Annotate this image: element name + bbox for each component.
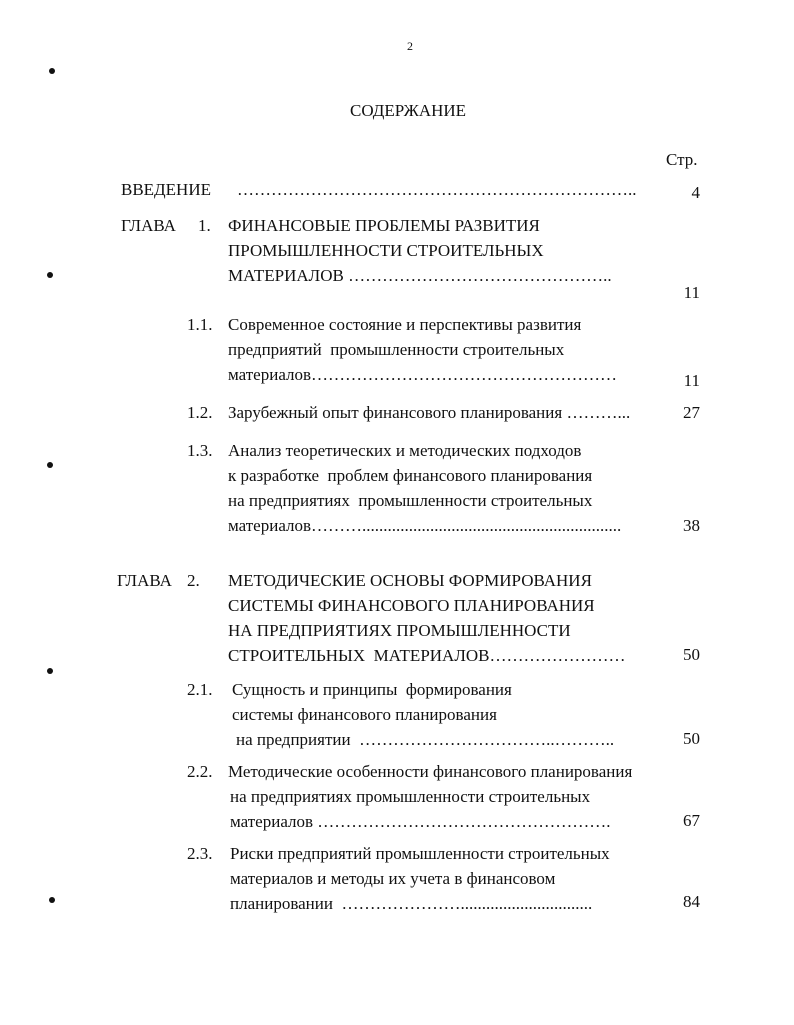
chapter-2-number: 2. <box>187 571 200 590</box>
chapter-2-page: 50 <box>683 645 700 664</box>
section-1-3-line: материалов………............................................................. <box>228 516 622 535</box>
chapter-2-title-line: МЕТОДИЧЕСКИЕ ОСНОВЫ ФОРМИРОВАНИЯ <box>228 571 592 590</box>
section-2-1-line: на предприятии ……………………………..……….. <box>236 730 615 749</box>
section-2-3-number: 2.3. <box>187 844 213 863</box>
section-1-1-page: 11 <box>683 371 700 390</box>
chapter-1-title-line: ФИНАНСОВЫЕ ПРОБЛЕМЫ РАЗВИТИЯ <box>228 216 540 235</box>
section-2-1-page: 50 <box>683 729 700 748</box>
chapter-1-number: 1. <box>198 216 211 235</box>
section-1-2-line: Зарубежный опыт финансового планирования ………... <box>228 403 631 422</box>
section-1-3-line: на предприятиях промышленности строительных <box>228 491 593 510</box>
section-1-1-line: материалов……………………………………………… <box>228 365 618 384</box>
section-1-3-line: к разработке проблем финансового планирования <box>228 466 593 485</box>
chapter-1-title-line: МАТЕРИАЛОВ ……………………………………….. <box>228 266 612 285</box>
section-2-3-page: 84 <box>683 892 700 911</box>
section-1-3-line: Анализ теоретических и методических подходов <box>228 441 582 460</box>
scan-hole-mark <box>49 68 55 74</box>
section-2-2-line: материалов ……………………………………………. <box>230 812 611 831</box>
section-1-1-line: Современное состояние и перспективы развития <box>228 315 582 334</box>
scan-hole-mark <box>47 668 53 674</box>
toc-intro-dots: …………………………………………………………….. <box>237 180 637 199</box>
section-2-2-line: на предприятиях промышленности строительных <box>230 787 591 806</box>
page-column-header: Стр. <box>666 150 698 169</box>
chapter-1-page: 11 <box>683 283 700 302</box>
chapter-2-title-line: СИСТЕМЫ ФИНАНСОВОГО ПЛАНИРОВАНИЯ <box>228 596 595 615</box>
toc-intro-label: ВВЕДЕНИЕ <box>121 180 211 199</box>
scan-hole-mark <box>49 897 55 903</box>
section-1-1-number: 1.1. <box>187 315 213 334</box>
section-1-2-number: 1.2. <box>187 403 213 422</box>
section-2-1-line: системы финансового планирования <box>232 705 497 724</box>
page-number: 2 <box>407 39 413 53</box>
section-2-3-line: Риски предприятий промышленности строительных <box>230 844 610 863</box>
section-1-1-line: предприятий промышленности строительных <box>228 340 565 359</box>
chapter-2-title-line: НА ПРЕДПРИЯТИЯХ ПРОМЫШЛЕННОСТИ <box>228 621 571 640</box>
section-2-2-page: 67 <box>683 811 700 830</box>
page-title: СОДЕРЖАНИЕ <box>350 101 467 120</box>
scan-hole-mark <box>47 272 53 278</box>
toc-intro-page: 4 <box>691 183 700 202</box>
section-2-3-line: планировании …………………............................... <box>230 894 593 913</box>
section-2-2-number: 2.2. <box>187 762 213 781</box>
chapter-2-title-line: СТРОИТЕЛЬНЫХ МАТЕРИАЛОВ…………………… <box>228 646 626 665</box>
scan-hole-mark <box>47 462 53 468</box>
chapter-1-title-line: ПРОМЫШЛЕННОСТИ СТРОИТЕЛЬНЫХ <box>228 241 544 260</box>
section-2-3-line: материалов и методы их учета в финансовом <box>230 869 556 888</box>
section-1-3-number: 1.3. <box>187 441 213 460</box>
section-1-3-page: 38 <box>683 516 700 535</box>
chapter-2-label: ГЛАВА <box>117 571 172 590</box>
section-2-1-line: Сущность и принципы формирования <box>232 680 512 699</box>
section-2-2-line: Методические особенности финансового планирования <box>228 762 633 781</box>
section-1-2-page: 27 <box>683 403 700 422</box>
section-2-1-number: 2.1. <box>187 680 213 699</box>
chapter-1-label: ГЛАВА <box>121 216 176 235</box>
